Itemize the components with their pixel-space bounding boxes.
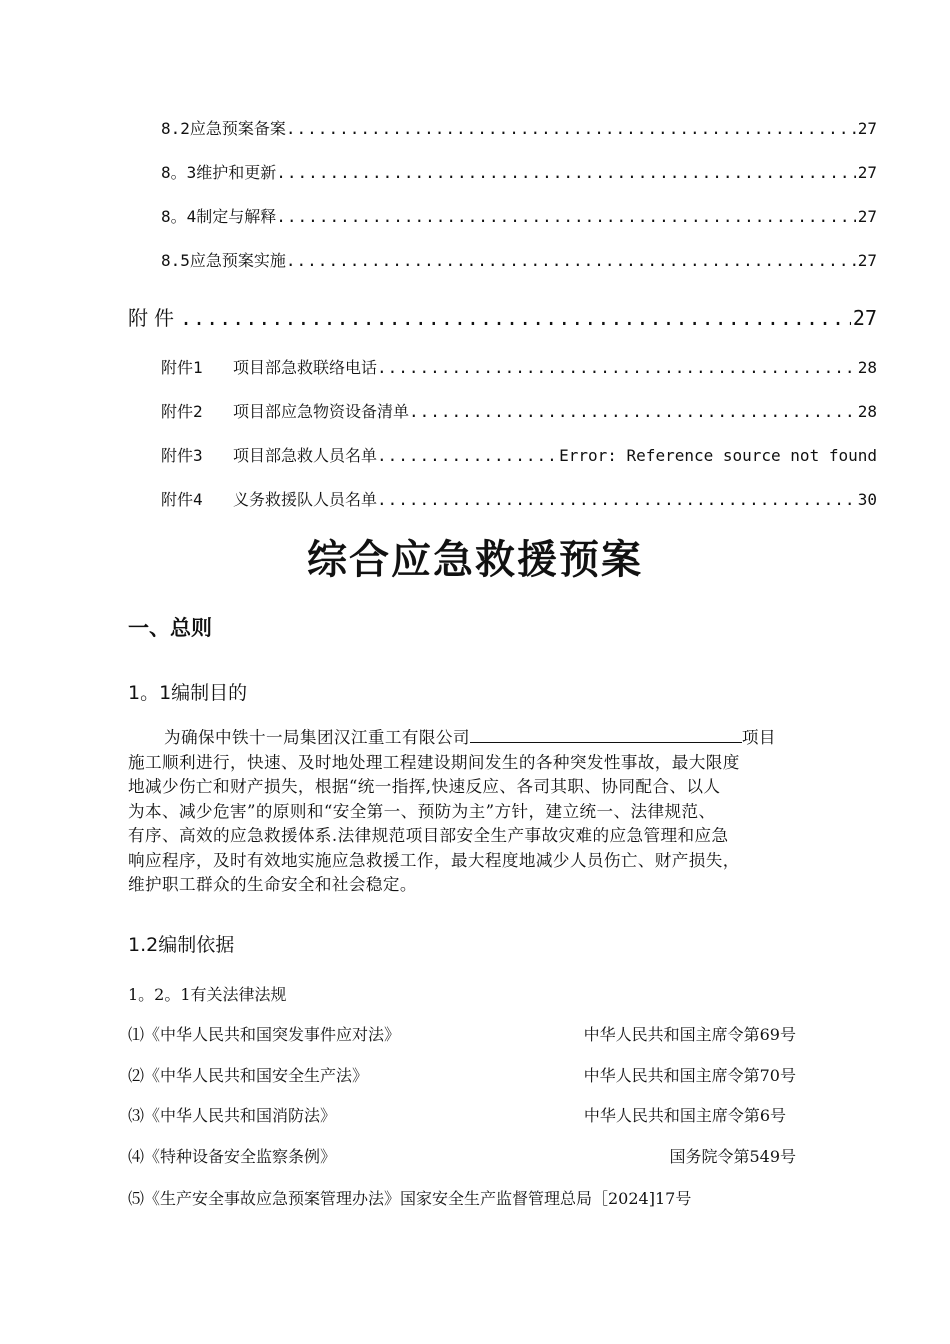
attachment-number: 附件1 (161, 358, 203, 377)
paragraph-text: 为确保中铁十一局集团汉江重工有限公司 (164, 728, 470, 747)
toc-entry-attachment-4[interactable] (161, 487, 877, 510)
paragraph-line: 维护职工群众的生命安全和社会稳定。 (128, 875, 417, 894)
toc-entry-page: Error: Reference source not found (559, 446, 877, 465)
toc-leader-dots (377, 490, 856, 509)
law-name: ⑵《中华人民共和国安全生产法》 (128, 1066, 369, 1085)
toc-entry-attachment-1[interactable] (161, 355, 877, 378)
toc-entry-label: 项目部急救人员名单 (233, 446, 378, 465)
toc-leader-dots (409, 402, 856, 421)
toc-entry-page: 28 (857, 358, 877, 377)
toc-leader-dots (286, 251, 856, 270)
toc-entry-page: 28 (857, 402, 877, 421)
toc-entry-page: 27 (857, 163, 877, 182)
toc-entry-label: 项目部应急物资设备清单 (233, 402, 410, 421)
toc-entry-label: 项目部急救联络电话 (233, 358, 378, 377)
toc-entry-label: 8.5应急预案实施 (161, 251, 286, 270)
law-reference: 中华人民共和国主席令第69号 (583, 1025, 796, 1044)
toc-entry-8-2[interactable] (161, 116, 877, 139)
subsection-heading-basis: 1.2编制依据 (128, 934, 235, 956)
law-item-5: ⑸《生产安全事故应急预案管理办法》国家安全生产监督管理总局［2024]17号 (128, 1189, 692, 1208)
law-name: ⑷《特种设备安全监察条例》 (128, 1147, 337, 1166)
toc-entry-page: 27 (857, 119, 877, 138)
attachment-number: 附件4 (161, 490, 203, 509)
toc-entry-label: 义务救援队人员名单 (233, 490, 378, 509)
toc-entry-attachments[interactable] (128, 302, 877, 331)
document-title: 综合应急救援预案 (307, 537, 643, 583)
law-name: ⑶《中华人民共和国消防法》 (128, 1106, 337, 1125)
toc-entry-attachment-3[interactable] (161, 443, 877, 466)
toc-entry-8-4[interactable] (161, 204, 877, 227)
toc-entry-8-3[interactable] (161, 160, 877, 183)
toc-leader-dots (377, 446, 557, 465)
toc-leader-dots (276, 163, 855, 182)
paragraph-text: 项目 (741, 728, 776, 747)
paragraph-line: 施工顺利进行，快速、及时地处理工程建设期间发生的各种突发性事故，最大限度 (128, 752, 740, 772)
fill-in-blank[interactable] (470, 728, 742, 743)
toc-leader-dots (180, 306, 851, 330)
toc-entry-attachment-2[interactable] (161, 399, 877, 422)
paragraph-line: 响应程序，及时有效地实施应急救援工作，最大程度地减少人员伤亡、财产损失， (128, 850, 740, 870)
law-reference: 国务院令第549号 (669, 1147, 796, 1166)
toc-entry-page: 27 (857, 207, 877, 226)
toc-entry-label: 8.2应急预案备案 (161, 119, 286, 138)
paragraph-line: 地减少伤亡和财产损失，根据“统一指挥,快速反应、各司其职、协同配合、以人 (128, 777, 721, 796)
toc-entry-page: 27 (857, 251, 877, 270)
toc-entry-label: 附件 (128, 306, 180, 330)
toc-leader-dots (276, 207, 855, 226)
toc-entry-page: 30 (857, 490, 877, 509)
subsection-heading-purpose: 1。1编制目的 (128, 682, 248, 704)
section-heading-general: 一、总则 (128, 616, 212, 640)
paragraph-line: 有序、高效的应急救援体系.法律规范项目部安全生产事故灾难的应急管理和应急 (128, 826, 729, 845)
paragraph-line: 为本、减少危害”的原则和“安全第一、预防为主”方针，建立统一、法律规范、 (128, 801, 716, 821)
toc-entry-8-5[interactable] (161, 248, 877, 271)
subsubsection-heading-laws: 1。2。1有关法律法规 (128, 985, 287, 1004)
attachment-number: 附件2 (161, 402, 203, 421)
purpose-paragraph (128, 726, 822, 898)
attachment-number: 附件3 (161, 446, 203, 465)
law-reference: 中华人民共和国主席令第6号 (583, 1106, 786, 1125)
toc-entry-label: 8。3维护和更新 (161, 163, 277, 182)
law-name: ⑴《中华人民共和国突发事件应对法》 (128, 1025, 401, 1044)
toc-entry-page: 27 (852, 306, 877, 330)
toc-leader-dots (377, 358, 856, 377)
toc-leader-dots (286, 119, 856, 138)
toc-entry-label: 8。4制定与解释 (161, 207, 277, 226)
law-reference: 中华人民共和国主席令第70号 (583, 1066, 796, 1085)
